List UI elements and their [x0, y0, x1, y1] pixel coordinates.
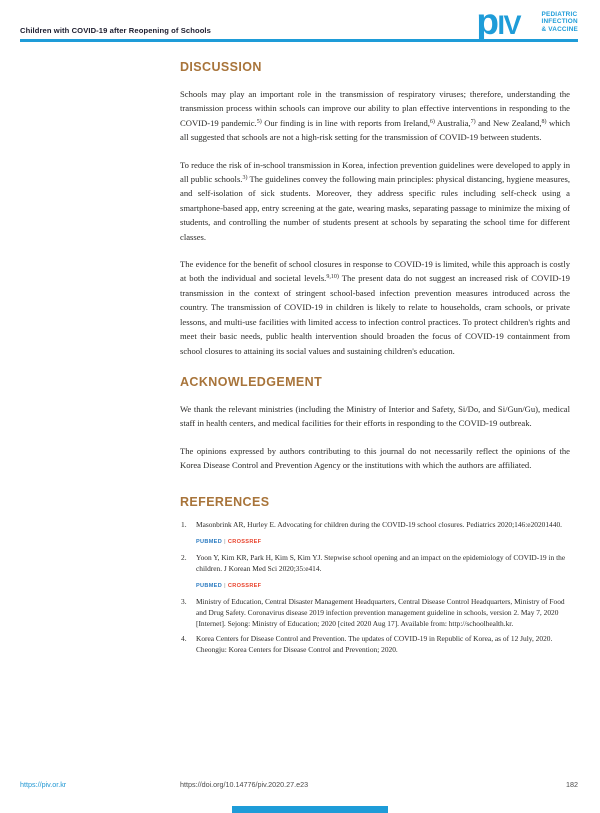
text-run: Our finding is in line with reports from Ireland, — [261, 117, 430, 128]
reference-text: Masonbrink AR, Hurley E. Advocating for children during the COVID-19 school closures. Pediatrics 2020;146:e20201440. — [196, 519, 562, 529]
article-body — [180, 60, 570, 659]
section-heading-discussion: DISCUSSION — [180, 60, 262, 74]
reference-body — [196, 519, 570, 548]
text-run: To reduce the risk of in-school transmission in Korea, infection prevention guidelines were developed to apply in all public schools. — [180, 159, 570, 185]
reference-text: Korea Centers for Disease Control and Prevention. The updates of COVID-19 in Republic of Korea, as of 12 July, 2020. Cheongju: Korea Centers for Disease Control and Prevention; 2020. — [196, 633, 553, 654]
citation-superscript[interactable]: 5) — [256, 118, 262, 125]
doi-link[interactable]: https://doi.org/10.14776/piv.2020.27.e23 — [180, 780, 309, 789]
text-run: which all suggested that schools are not a high-risk setting for the transmission of COVID-19 between students. — [180, 117, 571, 143]
reference-body — [196, 552, 570, 592]
crossref-link[interactable]: CROSSREF — [227, 582, 262, 589]
paragraph — [180, 444, 570, 473]
citation-superscript[interactable]: 9,10) — [326, 274, 339, 281]
paragraph — [180, 158, 570, 244]
logo-letter-p: p — [476, 1, 498, 42]
text-run: The opinions expressed by authors contributing to this journal do not necessarily reflect the opinions of the Korea Disease Control and Prevention Agency or the institutions with which the authors are affiliated. — [180, 445, 570, 471]
reference-number: 1. — [181, 519, 187, 529]
text-run: The guidelines convey the following main principles: physical distancing, hygiene measures, and self-isolation of sick students. Moreover, they address specific rules including self-check using a smartphone-based app, entry screening at the gate, wearing masks, separating passage to minimize the mixing of students, and controlling the number of students present at schools by separating the school time for different classes. — [180, 174, 570, 242]
text-run: The evidence for the benefit of school closures in response to COVID-19 is limited, while this approach is costly at both the individual and societal levels. — [180, 259, 570, 284]
references-list — [180, 519, 570, 655]
paragraph — [180, 87, 570, 145]
section-heading-references: REFERENCES — [180, 494, 270, 509]
link-separator: | — [224, 538, 226, 545]
section-discussion — [180, 60, 570, 358]
reference-links — [196, 583, 261, 589]
citation-superscript[interactable]: 3) — [242, 175, 248, 182]
text-run: We thank the relevant ministries (including the Ministry of Interior and Safety, Si/Do, and Si/Gun/Gu), medical staff in health centers, and medical facilities for their efforts in responding to the COVID-19 outbreak. — [180, 403, 570, 429]
logo-tagline-line: INFECTION — [541, 18, 578, 26]
text-run: The present data do not suggest an increased risk of COVID-19 transmission in the context of stringent school-based infection prevention measures introduced across the country. The transmission of COVID-19 in children is likely to relate to households, cram schools, or private lessons, and multi-use facilities with limited access to infection control practices. To protect children's rights and meet their basic needs, public health intervention should broaden the focus of COVID-19 containment from school closures to attaining its social values and sustaining children's education. — [180, 273, 570, 356]
section-heading-acknowledgement: ACKNOWLEDGEMENT — [180, 374, 323, 389]
link-separator: | — [224, 582, 226, 589]
reference-body — [196, 633, 570, 655]
citation-superscript[interactable]: 6) — [429, 118, 435, 125]
logo-tagline-line: & VACCINE — [541, 25, 578, 33]
text-run: Schools may play an important role in the transmission of respiratory viruses; therefore, understanding the transmission process within schools can improve our ability to plan effective interventions in responding to the COVID-19 pandemic. — [180, 89, 570, 128]
citation-superscript[interactable]: 8) — [541, 118, 547, 125]
reference-item — [180, 552, 570, 592]
reference-text: Ministry of Education, Central Disaster Management Headquarters, Central Disease Control Headquarters, Ministry of Food and Drug Safety. Coronavirus disease 2019 infection prevention management guideline in schools, version 2. May 7, 2020 [Internet]. Sejong: Ministry of Education; 2020 [cited 2020 Aug 17]. Available from: http://schoolhealth.kr. — [196, 596, 565, 628]
reference-number: 3. — [181, 596, 187, 606]
reference-number: 2. — [181, 552, 187, 562]
journal-logo-tagline — [542, 11, 578, 33]
paragraph — [180, 257, 570, 358]
reference-number: 4. — [181, 633, 187, 643]
section-acknowledgement — [180, 375, 570, 473]
journal-logo — [476, 3, 520, 40]
reference-item — [180, 596, 570, 629]
paragraph — [180, 402, 570, 431]
page-number: 182 — [566, 780, 578, 789]
text-run: Australia, — [434, 117, 471, 128]
pubmed-link[interactable]: PUBMED — [196, 582, 223, 589]
text-run: and New Zealand, — [475, 117, 542, 128]
journal-url-link[interactable]: https://piv.or.kr — [20, 780, 67, 789]
logo-tagline-line: PEDIATRIC — [541, 11, 578, 18]
reference-links — [196, 539, 261, 545]
reference-item — [180, 633, 570, 655]
reference-text: Yoon Y, Kim KR, Park H, Kim S, Kim YJ. Stepwise school opening and an impact on the epidemiology of COVID-19 in the children. J Korean Med Sci 2020;35:e414. — [196, 552, 566, 573]
crossref-link[interactable]: CROSSREF — [227, 538, 262, 545]
section-references — [180, 495, 570, 655]
running-title: Children with COVID-19 after Reopening of Schools — [20, 26, 211, 35]
logo-letters-iv: IV — [497, 10, 520, 40]
footer-accent-bar — [232, 806, 388, 813]
citation-superscript[interactable]: 7) — [470, 118, 476, 125]
reference-item — [180, 519, 570, 548]
reference-body — [196, 596, 570, 629]
pubmed-link[interactable]: PUBMED — [196, 538, 223, 545]
